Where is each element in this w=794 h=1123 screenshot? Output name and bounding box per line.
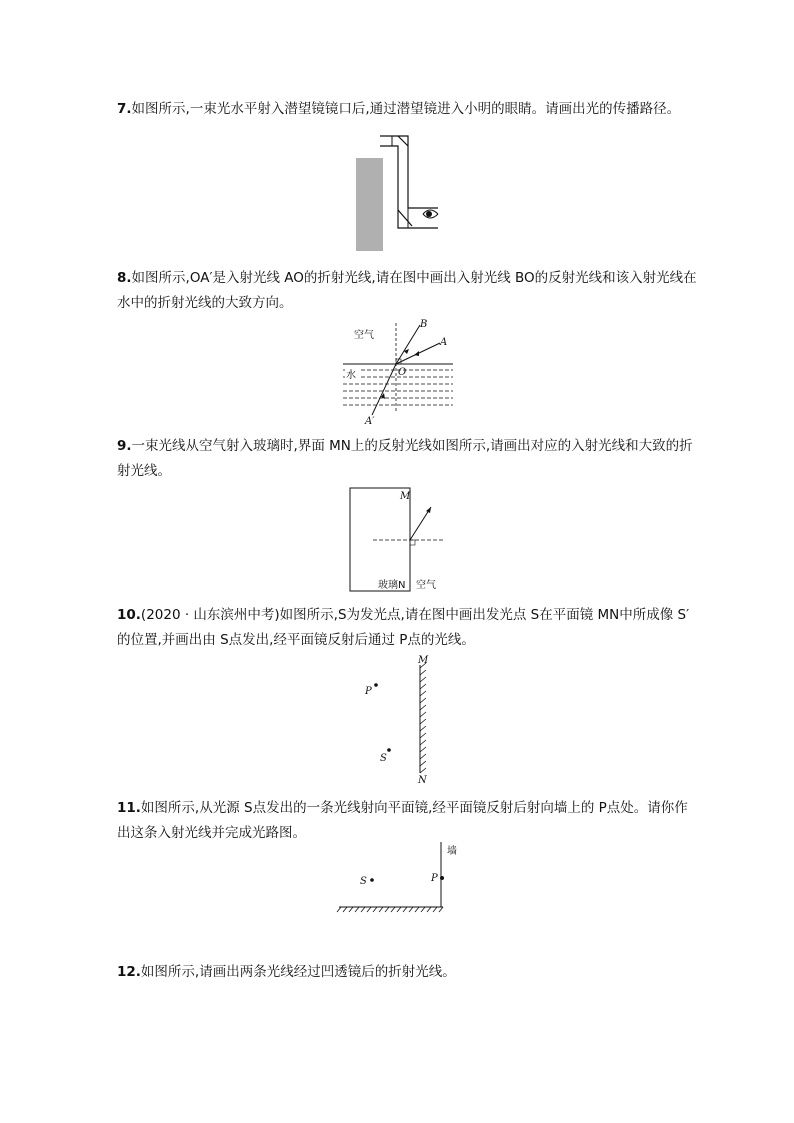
question-text: 如图所示,请画出两条光线经过凹透镜后的折射光线。: [140, 964, 456, 980]
question-8: [117, 266, 697, 316]
wall-block: [356, 158, 383, 251]
glass-reflection-figure: [345, 485, 455, 595]
question-text: (2020 · 山东滨州中考)如图所示,S为发光点,请在图中画出发光点 S在平面镜 MN中所成像 S′的位置,并画出由 S点发出,经平面镜反射后通过 P点的光线。: [117, 607, 690, 648]
question-number: 11.: [117, 800, 141, 816]
ray-OA-prime: [372, 364, 396, 415]
question-number: 12.: [117, 964, 141, 980]
question-number: 10.: [117, 607, 141, 623]
periscope-figure: [350, 128, 450, 253]
label-S: S: [380, 753, 387, 764]
label-air: 空气: [354, 330, 374, 341]
question-7: [117, 97, 697, 122]
glass-block: [350, 488, 410, 591]
label-B: B: [420, 319, 428, 330]
question-number: 7.: [117, 101, 132, 117]
question-text: 一束光线从空气射入玻璃时,界面 MN上的反射光线如图所示,请画出对应的入射光线和大致的折射光线。: [117, 438, 693, 479]
question-text: 如图所示,一束光水平射入潜望镜镜口后,通过潜望镜进入小明的眼睛。请画出光的传播路径。: [131, 101, 681, 117]
label-M: M: [400, 491, 411, 502]
point-S: [387, 748, 391, 752]
label-glass-N: 玻璃N: [378, 580, 406, 591]
refraction-figure: [340, 315, 460, 430]
plane-mirror-figure: [360, 653, 440, 785]
reflected-ray: [410, 507, 431, 540]
eye-icon: [423, 210, 438, 218]
point-P: [374, 683, 378, 687]
question-12: [117, 960, 697, 985]
label-air: 空气: [416, 580, 436, 591]
question-text: 如图所示,从光源 S点发出的一条光线射向平面镜,经平面镜反射后射向墙上的 P点处。请你作出这条入射光线并完成光路图。: [117, 800, 688, 841]
question-text: 如图所示,OA′是入射光线 AO的折射光线,请在图中画出入射光线 BO的反射光线和该入射光线在水中的折射光线的大致方向。: [117, 270, 697, 311]
point-P: [440, 876, 444, 880]
label-A-prime: A′: [365, 416, 375, 427]
label-P: P: [431, 873, 438, 884]
bottom-mirror: [398, 210, 412, 226]
point-S: [370, 878, 374, 882]
question-9: [117, 434, 697, 484]
label-wall: 墙: [447, 846, 457, 857]
top-mirror: [398, 136, 408, 146]
label-O: O: [398, 367, 407, 378]
question-number: 9.: [117, 438, 132, 454]
question-10: [117, 603, 697, 653]
label-M: M: [418, 655, 429, 666]
label-water: 水: [346, 370, 356, 381]
label-A: A: [440, 337, 448, 348]
label-S: S: [360, 876, 367, 887]
mirror-wall-figure: [335, 838, 465, 918]
label-P: P: [365, 686, 372, 697]
question-number: 8.: [117, 270, 132, 286]
label-N: N: [418, 775, 427, 785]
